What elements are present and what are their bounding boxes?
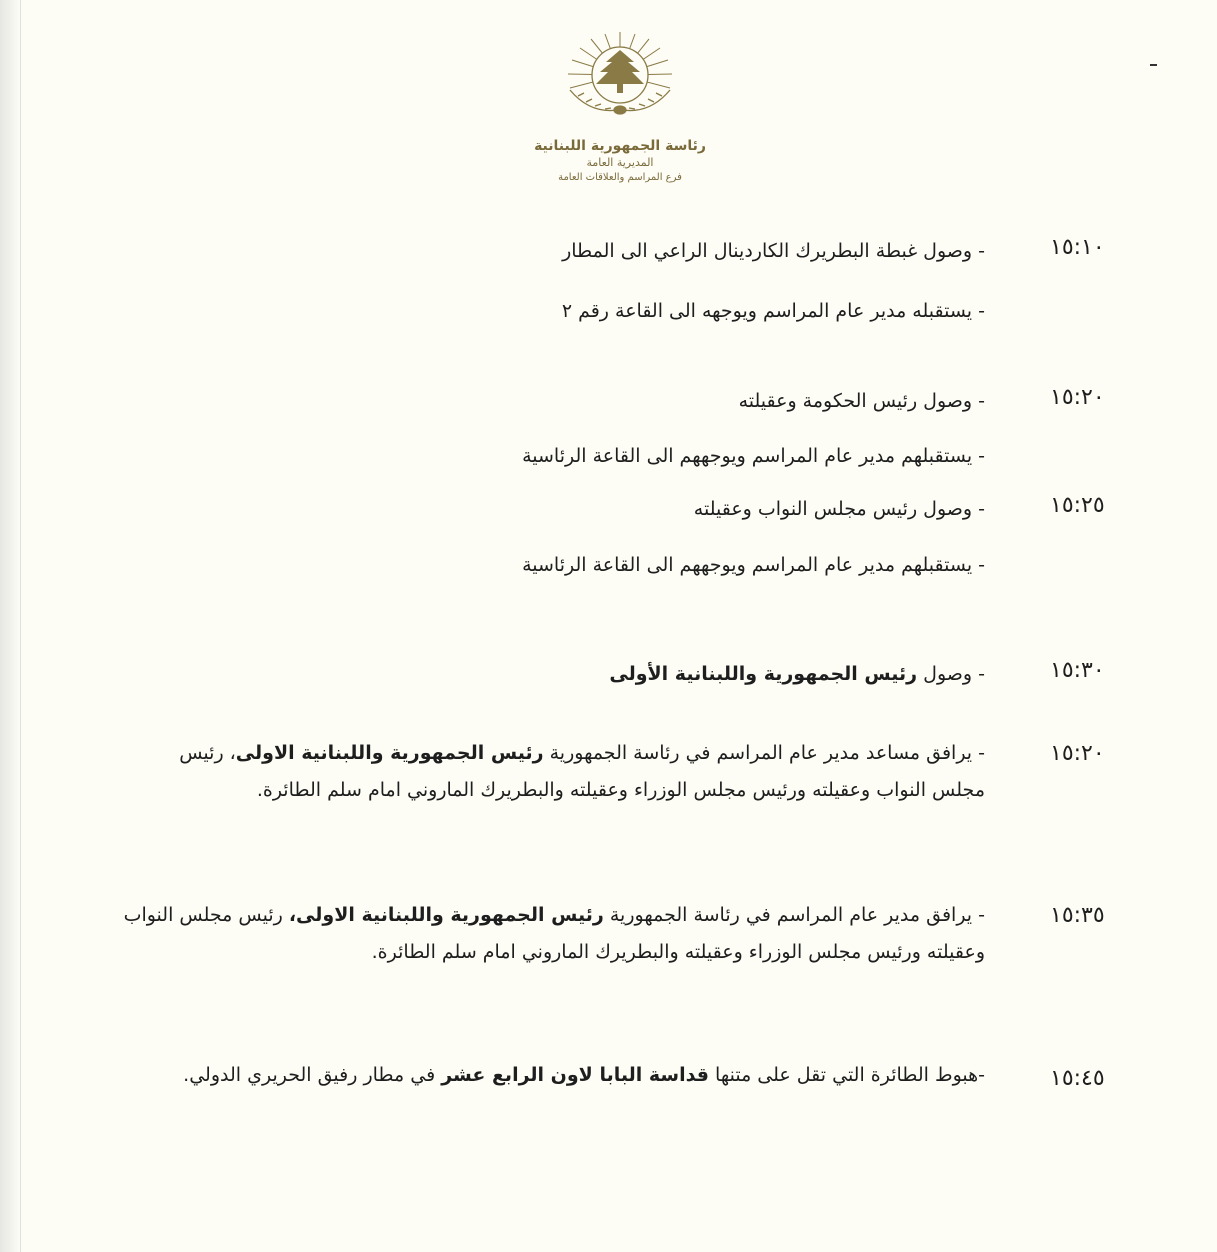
entry-text	[609, 655, 985, 693]
entry-text: - يستقبله مدير عام المراسم ويوجهه الى القاعة رقم ٢	[561, 300, 985, 322]
entry-text	[105, 897, 985, 971]
entry-time: ١٥:٣٠	[1050, 658, 1105, 683]
entry-text-part: - وصول	[917, 663, 985, 685]
entry-text: - يستقبلهم مدير عام المراسم ويوجههم الى القاعة الرئاسية	[522, 554, 985, 576]
entry-time: ١٥:٤٥	[1050, 1066, 1105, 1091]
entry-time: ١٥:٣٥	[1050, 903, 1105, 928]
letterhead-subtitle: المديرية العامة	[586, 156, 654, 169]
entry-time: ١٥:٢٠	[1050, 385, 1105, 410]
cedar-emblem-icon	[550, 30, 690, 120]
letterhead-department: فرع المراسم والعلاقات العامة	[558, 172, 682, 183]
entry-text: - يستقبلهم مدير عام المراسم ويوجههم الى القاعة الرئاسية	[522, 445, 985, 467]
entry-time: ١٥:١٠	[1050, 235, 1105, 260]
entry-text: - وصول رئيس مجلس النواب وعقيلته	[693, 498, 985, 520]
entry-text-part: - يرافق مساعد مدير عام المراسم في رئاسة الجمهورية	[543, 742, 985, 764]
entry-text-bold: قداسة البابا لاون الرابع عشر	[441, 1064, 710, 1086]
entry-text	[105, 1057, 985, 1094]
letterhead-title: رئاسة الجمهورية اللبنانية	[534, 138, 706, 154]
letterhead	[420, 30, 820, 183]
entry-text-part: -هبوط الطائرة التي تقل على متنها	[709, 1064, 985, 1086]
entry-text-part: ، رئيس مجلس النواب وعقيلته ورئيس مجلس الوزراء وعقيلته والبطريرك الماروني امام سلم الطائرة.	[179, 742, 985, 801]
scan-speck	[1150, 64, 1157, 66]
entry-time: ١٥:٢٠	[1050, 741, 1105, 766]
page-edge-shadow	[0, 0, 21, 1252]
entry-text-bold: رئيس الجمهورية واللبنانية الأولى	[609, 663, 918, 685]
entry-text-part: في مطار رفيق الحريري الدولي.	[183, 1064, 442, 1086]
entry-text	[165, 735, 985, 809]
entry-time: ١٥:٢٥	[1050, 493, 1105, 518]
entry-text-bold: رئيس الجمهورية واللبنانية الاولى،	[288, 904, 604, 926]
entry-text-part: - يرافق مدير عام المراسم في رئاسة الجمهورية	[603, 904, 985, 926]
entry-text-bold: رئيس الجمهورية واللبنانية الاولى	[235, 742, 544, 764]
entry-text: - وصول رئيس الحكومة وعقيلته	[738, 390, 985, 412]
entry-text-part: رئيس مجلس النواب وعقيلته ورئيس مجلس الوزراء وعقيلته والبطريرك الماروني امام سلم الطائرة.	[123, 904, 985, 963]
entry-text: - وصول غبطة البطريرك الكاردينال الراعي الى المطار	[562, 240, 985, 262]
